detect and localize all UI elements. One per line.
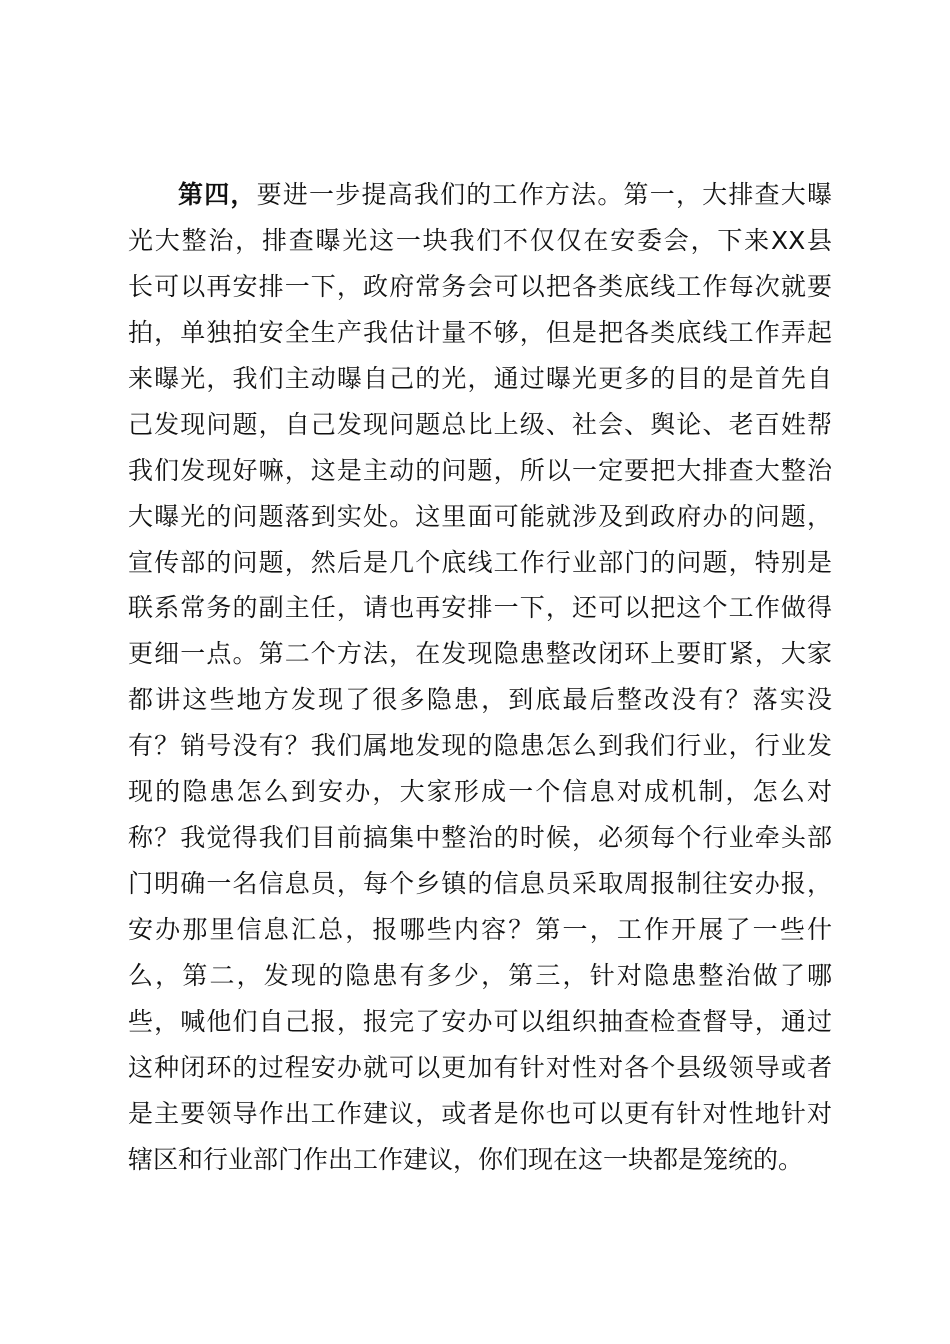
text-line: 宣传部的问题，然后是几个底线工作行业部门的问题，特别是 bbox=[128, 547, 832, 577]
text-line: 己发现问题，自己发现问题总比上级、社会、舆论、老百姓帮 bbox=[128, 409, 832, 439]
text-line: 我们发现好嘛，这是主动的问题，所以一定要把大排查大整治 bbox=[128, 455, 832, 485]
text-line: 长可以再安排一下，政府常务会可以把各类底线工作每次就要 bbox=[128, 271, 832, 301]
text-line: 这种闭环的过程安办就可以更加有针对性对各个县级领导或者 bbox=[128, 1052, 832, 1082]
section-lead: 第四， bbox=[178, 180, 257, 209]
text-line: 光大整治，排查曝光这一块我们不仅仅在安委会，下来XX县 bbox=[128, 225, 832, 255]
text-line: 些，喊他们自己报，报完了安办可以组织抽查检查督导，通过 bbox=[128, 1006, 832, 1036]
text-line: 来曝光，我们主动曝自己的光，通过曝光更多的目的是首先自 bbox=[128, 363, 832, 393]
text-line-content: 要进一步提高我们的工作方法。第一，大排查大曝 bbox=[256, 180, 832, 209]
text-line: 称？我觉得我们目前搞集中整治的时候，必须每个行业牵头部 bbox=[128, 823, 832, 853]
text-line: 安办那里信息汇总，报哪些内容？第一，工作开展了一些什 bbox=[128, 915, 832, 944]
text-line: 现的隐患怎么到安办，大家形成一个信息对成机制，怎么对 bbox=[128, 777, 832, 807]
text-line bbox=[128, 172, 832, 218]
text-line: 都讲这些地方发现了很多隐患，到底最后整改没有？落实没 bbox=[128, 685, 832, 715]
text-line: 么，第二，发现的隐患有多少，第三，针对隐患整治做了哪 bbox=[128, 960, 832, 990]
text-line: 有？销号没有？我们属地发现的隐患怎么到我们行业，行业发 bbox=[128, 731, 832, 761]
text-line: 门明确一名信息员，每个乡镇的信息员采取周报制往安办报， bbox=[128, 869, 832, 899]
body-paragraph bbox=[128, 172, 832, 1183]
text-line: 拍，单独拍安全生产我估计量不够，但是把各类底线工作弄起 bbox=[128, 317, 832, 347]
text-line: 辖区和行业部门作出工作建议，你们现在这一块都是笼统的。 bbox=[128, 1144, 804, 1174]
text-line: 是主要领导作出工作建议，或者是你也可以更有针对性地针对 bbox=[128, 1098, 832, 1128]
text-line: 更细一点。第二个方法，在发现隐患整改闭环上要盯紧，大家 bbox=[128, 639, 832, 669]
text-line: 大曝光的问题落到实处。这里面可能就涉及到政府办的问题， bbox=[128, 501, 832, 531]
text-line: 联系常务的副主任，请也再安排一下，还可以把这个工作做得 bbox=[128, 593, 832, 623]
